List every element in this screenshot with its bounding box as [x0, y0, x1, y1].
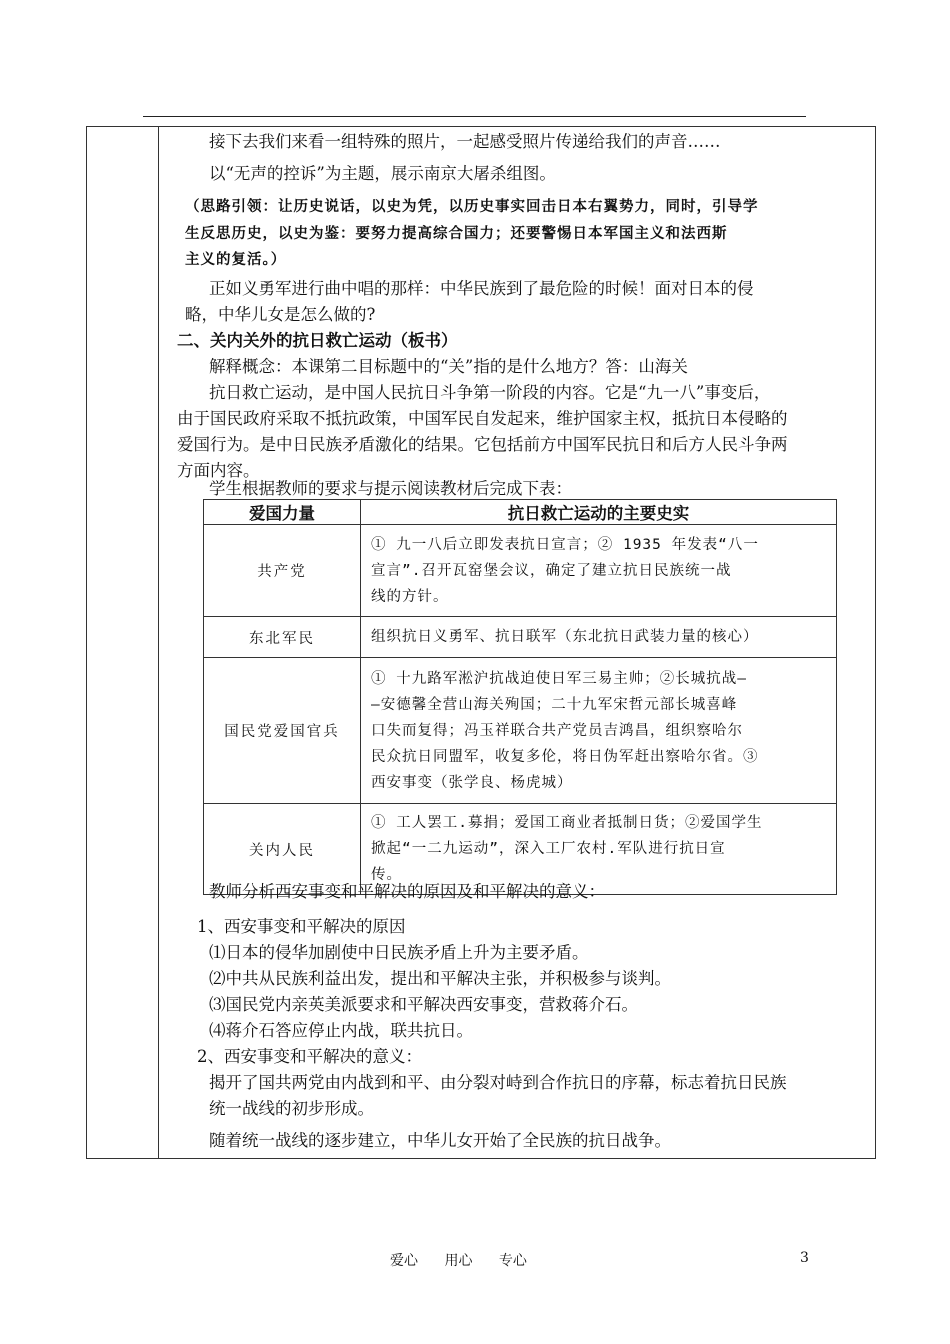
lesson-table [86, 126, 876, 1159]
paragraph-conclusion: 随着统一战线的逐步建立，中华儿女开始了全民族的抗日战争。 [209, 1131, 671, 1150]
patriotic-forces-table [203, 499, 837, 895]
paragraph-concept: 解释概念：本课第二目标题中的“关”指的是什么地方？答：山海关 [209, 357, 688, 376]
paragraph-teacher-analysis: 教师分析西安事变和平解决的原因及和平解决的意义： [209, 882, 605, 901]
page-number: 3 [800, 1250, 809, 1266]
facts-cell [361, 525, 837, 617]
paragraph-anthem-line-2: 略，中华儿女是怎么做的? [185, 305, 376, 324]
paragraph-movement-line-1: 抗日救亡运动，是中国人民抗日斗争第一阶段的内容。它是“九一八”事变后， [209, 383, 771, 402]
paragraph-photos-intro: 接下去我们来看一组特殊的照片，一起感受照片传递给我们的声音…… [209, 132, 721, 151]
guide-line-1: （思路引领：让历史说话，以史为凭，以历史事实回击日本右翼势力，同时，引导学 [185, 199, 759, 215]
column-divider [158, 127, 159, 1158]
causes-title: 1、西安事变和平解决的原因 [197, 917, 406, 936]
paragraph-table-intro: 学生根据教师的要求与提示阅读教材后完成下表： [209, 479, 572, 498]
force-cell: 国民党爱国官兵 [204, 658, 361, 804]
fact-line: 传。 [371, 867, 402, 883]
fact-line: ① 十九路军淞沪抗战迫使日军三易主帅；②长城抗战— [371, 670, 747, 687]
cause-item: ⑷蒋介石答应停止内战，联共抗日。 [209, 1021, 473, 1040]
header-rule [143, 116, 806, 117]
fact-line: 口失而复得；冯玉祥联合共产党员吉鸿昌，组织察哈尔 [371, 722, 743, 739]
cause-item: ⑵中共从民族利益出发，提出和平解决主张，并积极参与谈判。 [209, 969, 671, 988]
fact-line: ① 工人罢工.募捐；爱国工商业者抵制日货；②爱国学生 [371, 815, 763, 831]
fact-line: 掀起“一二九运动”，深入工厂农村.军队进行抗日宣 [371, 841, 726, 857]
paragraph-movement-line-2: 由于国民政府采取不抵抗政策，中国军民自发起来，维护国家主权，抵抗日本侵略的 [177, 409, 788, 428]
force-cell: 关内人民 [204, 804, 361, 895]
fact-line: —安德馨全营山海关殉国；二十九军宋哲元部长城喜峰 [371, 696, 738, 713]
force-cell: 东北军民 [204, 617, 361, 658]
fact-line: 组织抗日义勇军、抗日联军（东北抗日武装力量的核心） [371, 629, 759, 645]
table-row [204, 658, 837, 804]
table-row [204, 525, 837, 617]
meaning-line-2: 统一战线的初步形成。 [209, 1099, 374, 1118]
cause-item: ⑴日本的侵华加剧使中日民族矛盾上升为主要矛盾。 [209, 943, 589, 962]
fact-line: 线的方针。 [371, 588, 449, 605]
force-cell: 共产党 [204, 525, 361, 617]
paragraph-movement-line-3: 爱国行为。是中日民族矛盾激化的结果。它包括前方中国军民抗日和后方人民斗争两 [177, 435, 788, 454]
paragraph-nanjing-theme: 以“无声的控诉”为主题，展示南京大屠杀组图。 [209, 164, 556, 183]
section-title: 二、关内关外的抗日救亡运动（板书） [177, 331, 458, 350]
footer-motto: 爱心 用心 专心 [390, 1253, 527, 1269]
paragraph-movement-line-4: 方面内容。 [177, 461, 260, 480]
fact-line: 西安事变（张学良、杨虎城） [371, 774, 573, 791]
fact-line: ① 九一八后立即发表抗日宣言；② 1935 年发表“八一 [371, 536, 759, 553]
facts-cell [361, 658, 837, 804]
table-header-row [204, 500, 837, 525]
cause-item: ⑶国民党内亲英美派要求和平解决西安事变，营救蒋介石。 [209, 995, 638, 1014]
meaning-title: 2、西安事变和平解决的意义： [197, 1047, 422, 1066]
paragraph-anthem-line-1: 正如义勇军进行曲中唱的那样：中华民族到了最危险的时候！面对日本的侵 [209, 279, 754, 298]
fact-line: 民众抗日同盟军，收复多伦，将日伪军赶出察哈尔省。③ [371, 748, 759, 765]
facts-cell [361, 617, 837, 658]
guide-line-3: 主义的复活。） [185, 252, 287, 268]
column-header-force: 爱国力量 [204, 500, 361, 525]
meaning-line-1: 揭开了国共两党由内战到和平、由分裂对峙到合作抗日的序幕，标志着抗日民族 [209, 1073, 787, 1092]
table-row [204, 617, 837, 658]
column-header-facts: 抗日救亡运动的主要史实 [361, 500, 837, 525]
guide-line-2: 生反思历史，以史为鉴：要努力提高综合国力；还要警惕日本军国主义和法西斯 [185, 226, 728, 242]
fact-line: 宣言”.召开瓦窑堡会议，确定了建立抗日民族统一战 [371, 562, 732, 579]
